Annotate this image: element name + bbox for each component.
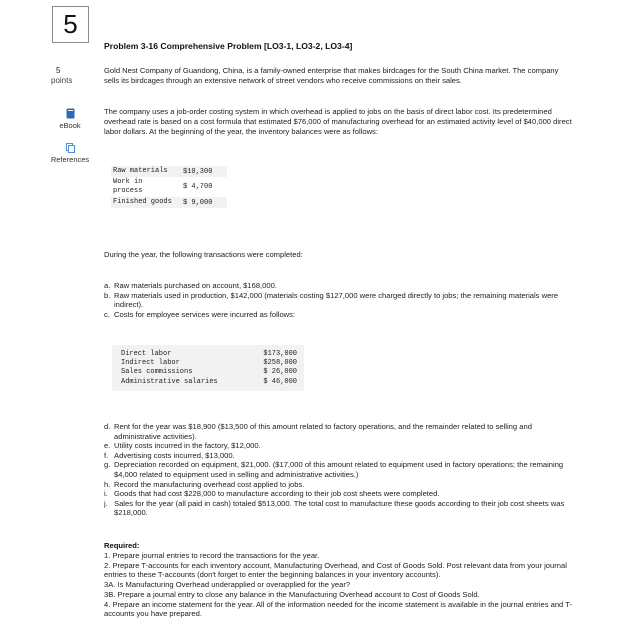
table-row bbox=[112, 359, 304, 368]
item-letter: j. bbox=[104, 498, 108, 508]
required-item: 3B. Prepare a journal entry to close any balance in the Manufacturing Overhead account to Cost of Goods Sold. bbox=[104, 589, 480, 599]
table-row bbox=[111, 177, 227, 197]
item-letter: c. bbox=[104, 309, 110, 319]
transactions-intro: During the year, the following transactions were completed: bbox=[104, 250, 303, 259]
table-row bbox=[112, 378, 304, 387]
list-item bbox=[104, 310, 574, 320]
inventory-label: Work in process bbox=[113, 178, 143, 195]
item-letter: f. bbox=[104, 450, 109, 460]
cost-label: Sales commissions bbox=[121, 368, 193, 377]
points-value: 5 bbox=[56, 66, 61, 75]
table-row bbox=[112, 368, 304, 377]
item-letter: h. bbox=[104, 479, 111, 489]
item-letter: d. bbox=[104, 422, 111, 431]
ebook-button[interactable] bbox=[50, 108, 90, 130]
question-number: 5 bbox=[52, 6, 89, 43]
item-letter: b. bbox=[104, 290, 111, 300]
list-item bbox=[104, 422, 574, 441]
cost-amount: $ 46,000 bbox=[263, 377, 297, 386]
required-list bbox=[104, 551, 574, 619]
list-item bbox=[104, 480, 574, 490]
item-text: Costs for employee services were incurred as follows: bbox=[114, 309, 296, 319]
item-text: Sales for the year (all paid in cash) totaled $513,000. The total cost to manufacture these goods according to their job cost sheets was $218,000. bbox=[114, 498, 565, 518]
inventory-amount: $10,300 bbox=[177, 166, 227, 177]
list-item bbox=[104, 281, 574, 291]
transactions-list-ac bbox=[104, 281, 574, 319]
intro-paragraph: Gold Nest Company of Guandong, China, is a family-owned enterprise that makes birdcages for the South China market. The company sells its birdcages through an extensive network of street vendors who receive commissions on their sales. bbox=[104, 66, 559, 85]
cost-label: Administrative salaries bbox=[121, 377, 218, 386]
points-label: points bbox=[51, 76, 73, 85]
employee-costs-table bbox=[112, 345, 304, 391]
list-item bbox=[104, 489, 574, 499]
required-item: 1. Prepare journal entries to record the transactions for the year. bbox=[104, 551, 320, 560]
table-row bbox=[112, 345, 304, 359]
references-label: References bbox=[50, 155, 90, 164]
cost-label: Direct labor bbox=[121, 350, 172, 358]
required-heading: Required: bbox=[104, 541, 140, 550]
item-text: Depreciation recorded on equipment, $21,000. ($17,000 of this amount related to equipment used in factory operations; the remaining $4,000 related to equipment used in selling and administrative activities.) bbox=[114, 460, 564, 479]
table-row bbox=[111, 197, 227, 208]
list-item bbox=[104, 451, 574, 461]
costing-paragraph: The company uses a job-order costing system in which overhead is applied to jobs on the basis of direct labor cost. Its predetermined overhead rate is based on a cost formula that estimated $76,000 of manufacturing overhead for an estimated activity level of $40,000 direct labor dollars. At the beginning of the year, the inventory balances were as follows: bbox=[104, 107, 572, 136]
ebook-label: eBook bbox=[59, 121, 81, 130]
inventory-amount: $ 4,700 bbox=[183, 183, 213, 191]
inventory-table bbox=[111, 166, 227, 208]
list-item bbox=[104, 499, 574, 518]
book-icon bbox=[66, 108, 75, 119]
list-item bbox=[104, 460, 574, 479]
item-text: Utility costs incurred in the factory, $12,000. bbox=[114, 441, 261, 451]
required-item: 4. Prepare an income statement for the year. All of the information needed for the income statement is available in the journal entries and T-accounts you have prepared. bbox=[104, 599, 572, 619]
cost-amount: $ 26,000 bbox=[263, 368, 297, 377]
cost-label: Indirect labor bbox=[121, 359, 180, 368]
transactions-list-dj bbox=[104, 422, 574, 518]
item-letter: i. bbox=[104, 489, 108, 499]
item-text: Record the manufacturing overhead cost applied to jobs. bbox=[114, 479, 305, 489]
inventory-label: Finished goods bbox=[111, 197, 177, 208]
item-text: Rent for the year was $18,900 ($13,500 of this amount related to factory operations, and the remainder related to selling and administrative activities). bbox=[114, 422, 532, 441]
list-item bbox=[104, 441, 574, 451]
item-letter: a. bbox=[104, 281, 111, 290]
references-icon bbox=[66, 143, 75, 153]
cost-amount: $258,000 bbox=[263, 359, 297, 368]
item-text: Goods that had cost $228,000 to manufacture according to their job cost sheets were completed. bbox=[114, 489, 440, 499]
required-item: 2. Prepare T-accounts for each inventory account, Manufacturing Overhead, and Cost of Goods Sold. Post relevant data from your journal entries to these T-accounts (don't forget to enter the beginning balances in your inventory accounts). bbox=[104, 560, 567, 580]
references-button[interactable] bbox=[50, 143, 90, 164]
inventory-amount: $ 9,000 bbox=[177, 197, 227, 208]
item-letter: e. bbox=[104, 441, 111, 451]
table-row bbox=[111, 166, 227, 177]
list-item bbox=[104, 291, 574, 310]
problem-title: Problem 3-16 Comprehensive Problem [LO3-1, LO3-2, LO3-4] bbox=[104, 41, 353, 51]
item-text: Raw materials purchased on account, $168,000. bbox=[114, 281, 277, 290]
item-text: Raw materials used in production, $142,000 (materials costing $127,000 were charged directly to jobs; the remaining materials were indirect). bbox=[114, 290, 559, 310]
required-item: 3A. Is Manufacturing Overhead underapplied or overapplied for the year? bbox=[104, 580, 351, 590]
inventory-label: Raw materials bbox=[111, 166, 177, 177]
item-text: Advertising costs incurred, $13,000. bbox=[114, 450, 235, 460]
cost-amount: $173,000 bbox=[263, 350, 297, 358]
item-letter: g. bbox=[104, 460, 111, 470]
